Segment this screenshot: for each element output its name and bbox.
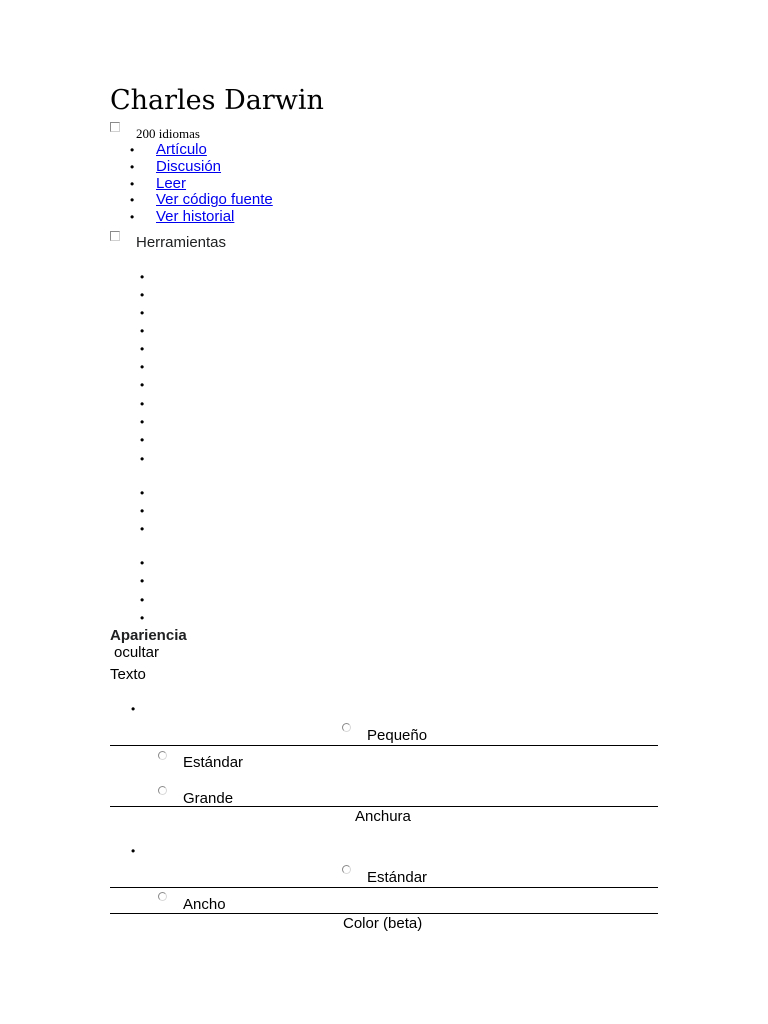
width-standard-radio[interactable]	[342, 865, 351, 874]
tools-list-item: •	[140, 593, 145, 607]
text-size-label: Texto	[110, 666, 146, 683]
tools-list-item: •	[140, 270, 145, 284]
tab-view-history-link[interactable]: Ver historial	[156, 208, 235, 225]
tab-discussion-link[interactable]: Discusión	[156, 157, 222, 175]
text-size-standard-radio[interactable]	[158, 751, 167, 760]
tab-view-source-link[interactable]: Ver código fuente	[156, 191, 273, 209]
tools-list-item: •	[140, 378, 145, 392]
width-list-item: •	[131, 844, 136, 858]
tab-read	[130, 176, 273, 193]
tab-article-link[interactable]: Artículo	[156, 141, 207, 158]
tools-list-item: •	[140, 360, 145, 374]
tools-list-item: •	[140, 486, 145, 500]
tab-view-source	[130, 192, 273, 209]
width-wide-radio[interactable]	[158, 892, 167, 901]
color-label: Color (beta)	[343, 915, 423, 932]
tools-list-item: •	[140, 306, 145, 320]
tools-menu-label[interactable]: Herramientas	[136, 234, 227, 251]
width-standard-label[interactable]: Estándar	[367, 869, 428, 886]
tools-list-item: •	[140, 433, 145, 447]
tab-read-link[interactable]: Leer	[156, 174, 187, 192]
tab-discussion	[130, 159, 273, 176]
tools-toggle-checkbox[interactable]	[110, 231, 120, 241]
divider	[110, 913, 658, 914]
text-size-large-radio[interactable]	[158, 786, 167, 795]
tools-list-item: •	[140, 342, 145, 356]
tab-article	[130, 142, 273, 159]
tools-list-item: •	[140, 452, 145, 466]
text-size-small-label[interactable]: Pequeño	[367, 727, 428, 744]
text-size-large-label[interactable]: Grande	[183, 790, 234, 807]
width-wide-label[interactable]: Ancho	[183, 896, 226, 913]
languages-toggle-checkbox[interactable]	[110, 122, 120, 132]
tools-list-item: •	[140, 415, 145, 429]
divider	[110, 887, 658, 888]
tab-view-history	[130, 209, 273, 226]
appearance-heading: Apariencia	[110, 627, 187, 644]
text-size-standard-label[interactable]: Estándar	[183, 754, 244, 771]
tools-list-item: •	[140, 522, 145, 536]
page-tabs	[130, 142, 273, 226]
text-size-list-item: •	[131, 702, 136, 716]
tools-list-item: •	[140, 574, 145, 588]
tools-list-item: •	[140, 324, 145, 338]
width-label: Anchura	[355, 808, 411, 825]
tools-list-item: •	[140, 504, 145, 518]
tools-list-item: •	[140, 556, 145, 570]
divider	[110, 745, 658, 746]
appearance-hide-button[interactable]: ocultar	[114, 644, 160, 661]
tools-list-item: •	[140, 288, 145, 302]
languages-button[interactable]: 200 idiomas	[136, 126, 200, 141]
page-title: Charles Darwin	[110, 85, 324, 116]
tools-list-item: •	[140, 611, 145, 625]
tools-list-item: •	[140, 397, 145, 411]
divider	[110, 806, 658, 807]
text-size-small-radio[interactable]	[342, 723, 351, 732]
